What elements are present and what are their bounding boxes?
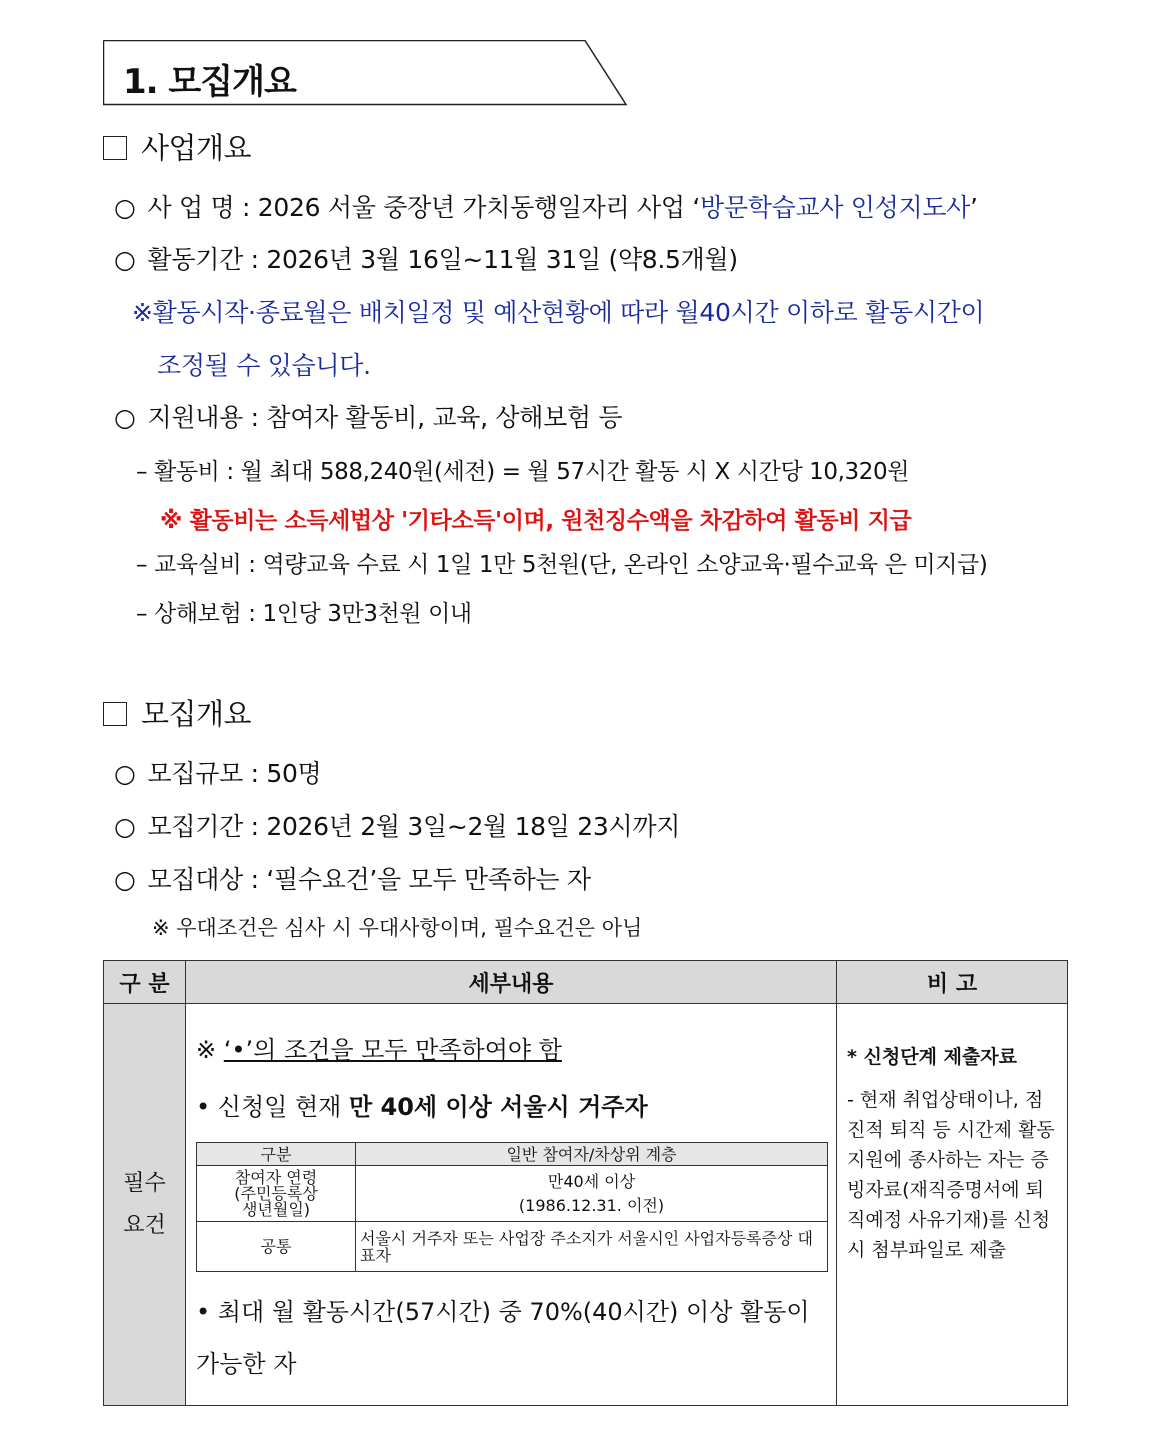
table-header-note: 비 고 bbox=[837, 961, 1068, 1004]
business-fee: – 활동비 : 월 최대 588,240원(세전) = 월 57시간 활동 시 X 시간당 10,320원 bbox=[136, 459, 910, 485]
recruit-period-line: ○ 모집기간 : 2026년 2월 3일~2월 18일 23시까지 bbox=[114, 812, 681, 841]
inner-row-age bbox=[197, 1166, 828, 1222]
table-header-row bbox=[104, 961, 1068, 1004]
inner-age-value-2: (1986.12.31. 이전) bbox=[518, 1195, 665, 1215]
category-label: 필수 요건 bbox=[123, 1170, 166, 1238]
circle-bullet-icon: ○ bbox=[114, 245, 136, 274]
business-name-line: ○ 사 업 명 : 2026 서울 중장년 가치동행일자리 사업 ‘방문학습교사 인성지도사’ bbox=[114, 193, 978, 222]
note-cell bbox=[837, 1004, 1068, 1406]
business-period-label: 활동기간 bbox=[147, 245, 243, 274]
business-period-note-1: ※활동시작·종료월은 배치일정 및 예산현황에 따라 월40시간 이하로 활동시간이 bbox=[132, 298, 985, 327]
inner-header-category: 구분 bbox=[197, 1143, 356, 1166]
business-fee-note: ※ 활동비는 소득세법상 '기타소득'이며, 원천징수액을 차감하여 활동비 지급 bbox=[160, 508, 912, 534]
checkbox-square-icon bbox=[103, 136, 127, 160]
table-header-detail: 세부내용 bbox=[186, 961, 837, 1004]
section-title-box bbox=[103, 40, 628, 106]
business-heading-text: 사업개요 bbox=[141, 131, 252, 165]
inner-age-label: 참여자 연령 (주민등록상 생년월일) bbox=[197, 1166, 356, 1222]
business-support-value: 참여자 활동비, 교육, 상해보험 등 bbox=[266, 403, 623, 432]
recruit-heading bbox=[103, 692, 251, 733]
age-criteria-table bbox=[196, 1142, 828, 1272]
section-title: 1. 모집개요 bbox=[123, 62, 296, 102]
note-title: * 신청단계 제출자료 bbox=[847, 1046, 1018, 1068]
business-name-close: ’ bbox=[970, 193, 978, 222]
circle-bullet-icon: ○ bbox=[114, 403, 136, 432]
recruit-scale-label: 모집규모 bbox=[147, 759, 243, 788]
note-body: - 현재 취업상태이나, 점진적 퇴직 등 시간제 활동지원에 종사하는 자는 증빙자료(재직증명서에 퇴직예정 사유기재)를 신청 시 첨부파일로 제출 bbox=[847, 1089, 1055, 1261]
requirements-table bbox=[103, 960, 1068, 1406]
business-support-line: ○ 지원내용 : 참여자 활동비, 교육, 상해보험 등 bbox=[114, 403, 623, 432]
inner-age-value bbox=[356, 1166, 828, 1222]
circle-bullet-icon: ○ bbox=[114, 193, 136, 222]
business-edu: – 교육실비 : 역량교육 수료 시 1일 1만 5천원(단, 온라인 소양교육·필수교육 은 미지급) bbox=[136, 552, 988, 578]
circle-bullet-icon: ○ bbox=[114, 865, 136, 894]
inner-age-value-1: 만40세 이상 bbox=[547, 1171, 636, 1191]
detail-cell bbox=[186, 1004, 837, 1406]
inner-common-value: 서울시 거주자 또는 사업장 주소지가 서울시인 사업자등록증상 대표자 bbox=[356, 1222, 828, 1272]
business-support-label: 지원내용 bbox=[147, 403, 243, 432]
inner-header-group: 일반 참여자/차상위 계층 bbox=[356, 1143, 828, 1166]
detail-bullet-1 bbox=[196, 1087, 828, 1122]
detail-note-text: ‘•’의 조건을 모두 만족하여야 함 bbox=[223, 1036, 562, 1064]
detail-bullet-1-bold: 만 40세 이상 서울시 거주자 bbox=[348, 1093, 648, 1121]
category-cell bbox=[104, 1004, 186, 1406]
business-period-line: ○ 활동기간 : 2026년 3월 16일~11월 31일 (약8.5개월) bbox=[114, 245, 738, 274]
recruit-target-value: ‘필수요건’을 모두 만족하는 자 bbox=[266, 865, 591, 894]
detail-note bbox=[196, 1030, 828, 1065]
business-period-value: 2026년 3월 16일~11월 31일 (약8.5개월) bbox=[266, 245, 738, 274]
business-period-note-2: 조정될 수 있습니다. bbox=[157, 351, 371, 380]
inner-common-label: 공통 bbox=[197, 1222, 356, 1272]
circle-bullet-icon: ○ bbox=[114, 759, 136, 788]
business-heading bbox=[103, 126, 251, 167]
detail-bullet-2: • 최대 월 활동시간(57시간) 중 70%(40시간) 이상 활동이 가능한 자 bbox=[196, 1298, 810, 1378]
circle-bullet-icon: ○ bbox=[114, 812, 136, 841]
recruit-period-value: 2026년 2월 3일~2월 18일 23시까지 bbox=[266, 812, 681, 841]
recruit-target-label: 모집대상 bbox=[147, 865, 243, 894]
checkbox-square-icon bbox=[103, 702, 127, 726]
recruit-period-label: 모집기간 bbox=[147, 812, 243, 841]
business-insurance: – 상해보험 : 1인당 3만3천원 이내 bbox=[136, 601, 472, 627]
recruit-scale-line: ○ 모집규모 : 50명 bbox=[114, 759, 322, 788]
recruit-scale-value: 50명 bbox=[266, 759, 322, 788]
business-name-value: 2026 서울 중장년 가치동행일자리 사업 ‘ bbox=[257, 193, 701, 222]
table-header-category: 구 분 bbox=[104, 961, 186, 1004]
detail-bullet-1-prefix: • 신청일 현재 bbox=[196, 1093, 349, 1121]
inner-header-row bbox=[197, 1143, 828, 1166]
table-row bbox=[104, 1004, 1068, 1406]
inner-row-common bbox=[197, 1222, 828, 1272]
recruit-target-note: ※ 우대조건은 심사 시 우대사항이며, 필수요건은 아님 bbox=[152, 916, 643, 940]
business-name-highlight: 방문학습교사 인성지도사 bbox=[700, 193, 971, 222]
business-name-label: 사 업 명 bbox=[147, 193, 235, 222]
detail-note-prefix: ※ bbox=[196, 1036, 224, 1064]
recruit-target-line: ○ 모집대상 : ‘필수요건’을 모두 만족하는 자 bbox=[114, 865, 591, 894]
recruit-heading-text: 모집개요 bbox=[141, 697, 252, 731]
